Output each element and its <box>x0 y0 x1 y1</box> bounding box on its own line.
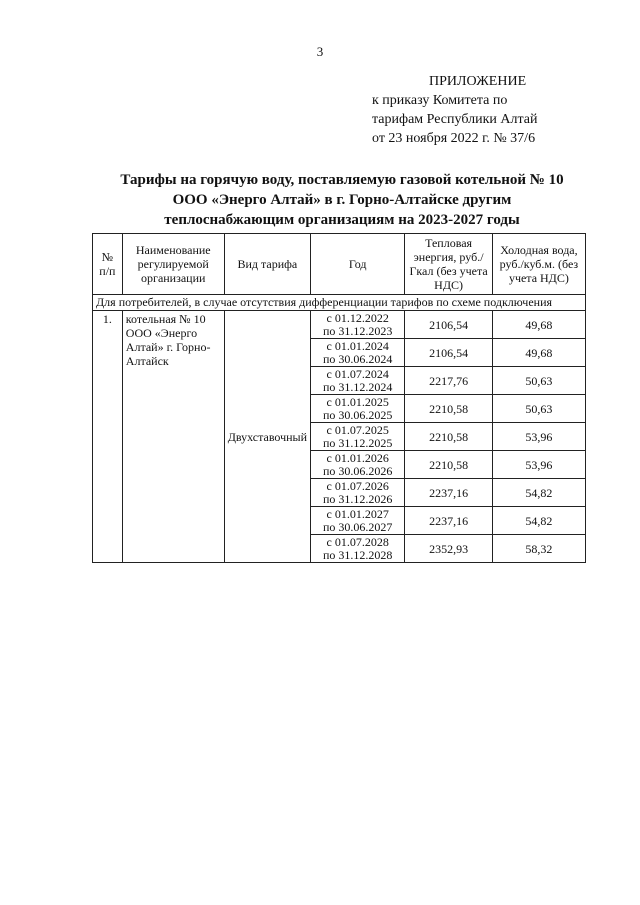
heat-tariff: 2210,58 <box>405 423 492 451</box>
cold-water-tariff: 54,82 <box>492 507 585 535</box>
heat-tariff: 2237,16 <box>405 479 492 507</box>
period-to: по 30.06.2024 <box>322 351 393 366</box>
title-line-2: ООО «Энерго Алтай» в г. Горно-Алтайске другим <box>172 192 512 208</box>
tariff-kind: Двухставочный <box>224 311 310 563</box>
document-title <box>92 170 592 230</box>
group-row <box>93 295 586 311</box>
title-line-3: теплоснабжающим организациям на 2023-2027 годы <box>164 212 520 228</box>
organization-name: котельная № 10 ООО «Энерго Алтай» г. Горно-Алтайск <box>122 311 224 563</box>
period-from: с 01.07.2025 <box>326 422 389 437</box>
period-to: по 31.12.2023 <box>322 323 393 338</box>
cold-water-tariff: 49,68 <box>492 339 585 367</box>
appendix-order-line: к приказу Комитета по <box>372 93 508 108</box>
header-year: Год <box>311 234 405 295</box>
cold-water-tariff: 53,96 <box>492 423 585 451</box>
period-to: по 31.12.2025 <box>322 435 393 450</box>
period-cell <box>311 311 405 339</box>
header-org: Наименование регулируемой организации <box>122 234 224 295</box>
period-cell <box>311 395 405 423</box>
cold-water-tariff: 49,68 <box>492 311 585 339</box>
heat-tariff: 2210,58 <box>405 395 492 423</box>
period-from: с 01.07.2026 <box>326 478 389 493</box>
period-from: с 01.07.2028 <box>326 534 389 549</box>
header-cold: Холодная вода, руб./куб.м. (без учета НДС) <box>492 234 585 295</box>
cold-water-tariff: 58,32 <box>492 535 585 563</box>
appendix-block <box>372 72 537 148</box>
period-cell <box>311 367 405 395</box>
heat-tariff: 2217,76 <box>405 367 492 395</box>
period-to: по 30.06.2025 <box>322 407 393 422</box>
period-to: по 30.06.2027 <box>322 519 393 534</box>
heat-tariff: 2210,58 <box>405 451 492 479</box>
heat-tariff: 2237,16 <box>405 507 492 535</box>
period-to: по 31.12.2028 <box>322 547 393 562</box>
period-to: по 31.12.2024 <box>322 379 393 394</box>
cold-water-tariff: 53,96 <box>492 451 585 479</box>
period-cell <box>311 507 405 535</box>
appendix-heading: ПРИЛОЖЕНИЕ <box>429 74 527 89</box>
table-row <box>93 311 586 339</box>
header-kind: Вид тарифа <box>224 234 310 295</box>
period-from: с 01.12.2022 <box>326 310 389 325</box>
period-cell <box>311 423 405 451</box>
period-cell <box>311 451 405 479</box>
period-from: с 01.07.2024 <box>326 366 389 381</box>
appendix-date-line: от 23 ноября 2022 г. № 37/6 <box>372 131 536 146</box>
period-cell <box>311 479 405 507</box>
header-num: № п/п <box>93 234 123 295</box>
row-number: 1. <box>93 311 123 563</box>
cold-water-tariff: 54,82 <box>492 479 585 507</box>
heat-tariff: 2106,54 <box>405 311 492 339</box>
appendix-committee-line: тарифам Республики Алтай <box>372 112 538 127</box>
period-from: с 01.01.2027 <box>326 506 389 521</box>
period-to: по 31.12.2026 <box>322 491 393 506</box>
period-from: с 01.01.2024 <box>326 338 389 353</box>
cold-water-tariff: 50,63 <box>492 367 585 395</box>
page-number: 3 <box>316 44 324 59</box>
table-header-row <box>93 234 586 295</box>
group-label: Для потребителей, в случае отсутствия дифференциации тарифов по схеме подключения <box>93 295 586 311</box>
tariff-table <box>92 233 586 563</box>
period-from: с 01.01.2025 <box>326 394 389 409</box>
cold-water-tariff: 50,63 <box>492 395 585 423</box>
period-from: с 01.01.2026 <box>326 450 389 465</box>
heat-tariff: 2106,54 <box>405 339 492 367</box>
title-line-1: Тарифы на горячую воду, поставляемую газовой котельной № 10 <box>120 172 564 188</box>
period-cell <box>311 535 405 563</box>
period-cell <box>311 339 405 367</box>
heat-tariff: 2352,93 <box>405 535 492 563</box>
period-to: по 30.06.2026 <box>322 463 393 478</box>
header-heat: Тепловая энергия, руб./Гкал (без учета НДС) <box>405 234 492 295</box>
